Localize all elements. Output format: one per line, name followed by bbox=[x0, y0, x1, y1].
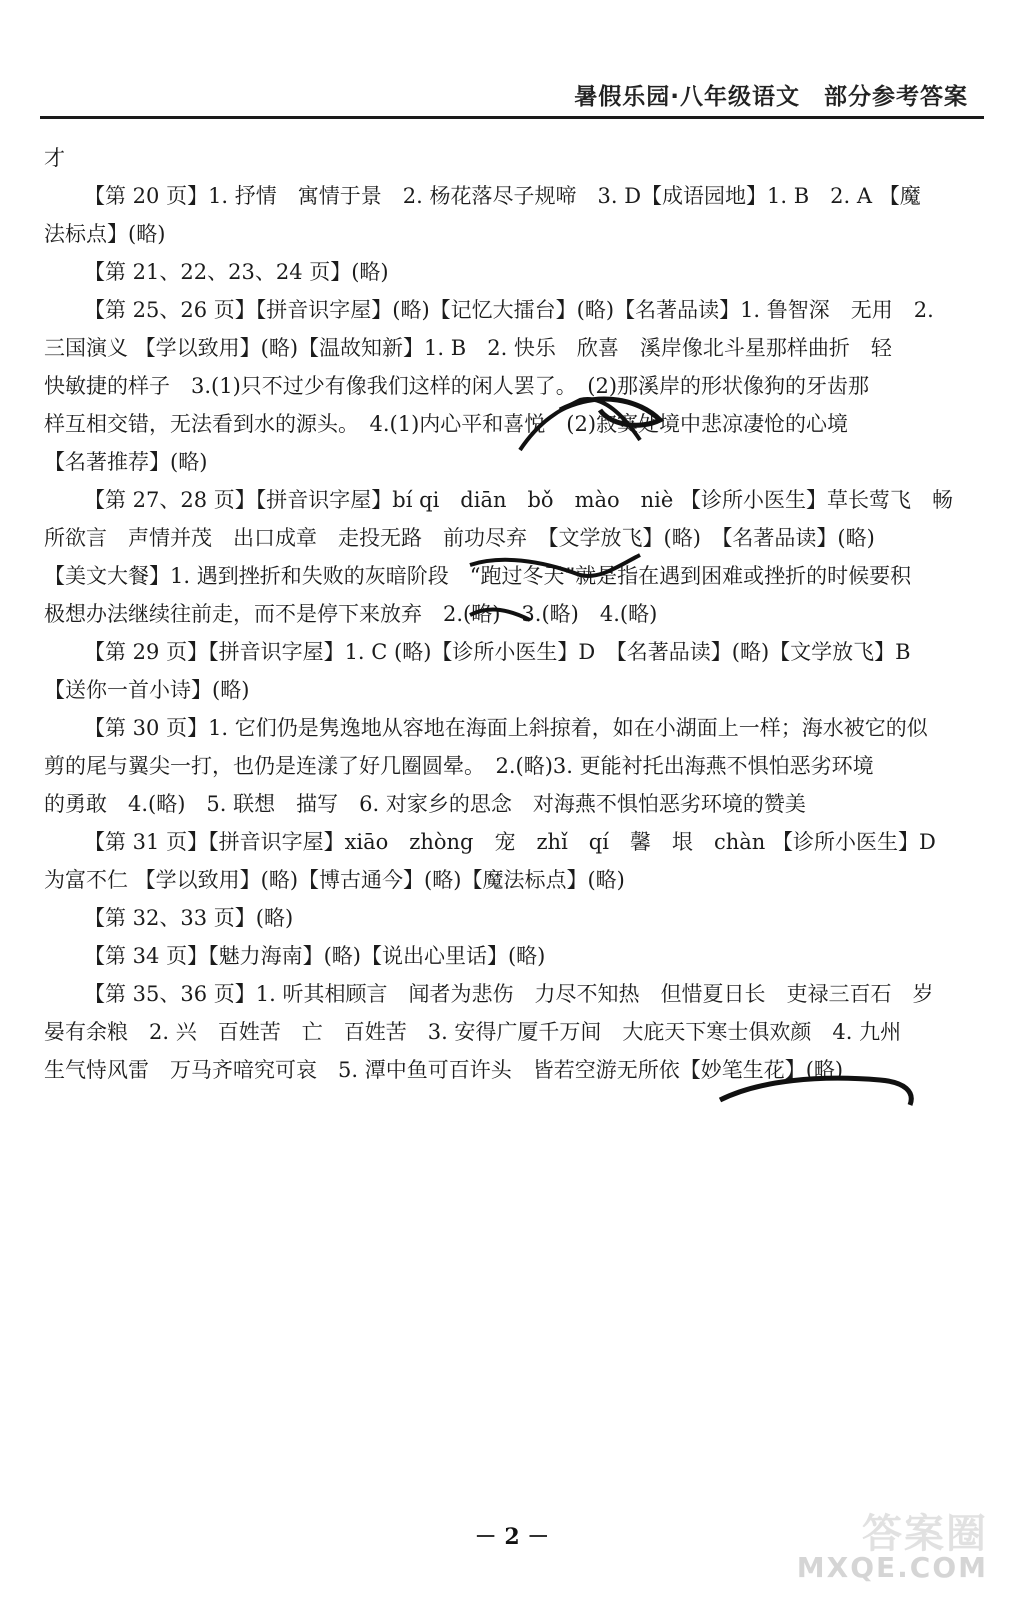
text-line: 【第 34 页】【魅力海南】(略)【说出心里话】(略) bbox=[84, 944, 546, 968]
text-line: 【第 20 页】1. 抒情 寓情于景 2. 杨花落尽子规啼 3. D【成语园地】1. B 2. A 【魔 bbox=[84, 184, 921, 208]
text-line: 法标点】(略) bbox=[44, 222, 166, 246]
text-line: 晏有余粮 2. 兴 百姓苦 亡 百姓苦 3. 安得广厦千万间 大庇天下寒士俱欢颜 4. 九州 bbox=[44, 1020, 902, 1044]
text-line: 【第 25、26 页】【拼音识字屋】(略)【记忆大擂台】(略)【名著品读】1. 鲁智深 无用 2. bbox=[84, 298, 934, 322]
text-line: 样互相交错，无法看到水的源头。 4.(1)内心平和喜悦 (2)寂寞处境中悲凉凄怆的心境 bbox=[44, 412, 849, 436]
text-line: 【美文大餐】1. 遇到挫折和失败的灰暗阶段 “跑过冬天”就是指在遇到困难或挫折的时候要积 bbox=[44, 564, 912, 588]
text-line: 【送你一首小诗】(略) bbox=[44, 678, 250, 702]
page-number: － 2 － bbox=[474, 1524, 550, 1550]
text-line: 剪的尾与翼尖一打，也仍是连漾了好几圈圆晕。 2.(略)3. 更能衬托出海燕不惧怕恶劣环境 bbox=[44, 754, 874, 778]
header-title: 暑假乐园·八年级语文 部分参考答案 bbox=[574, 84, 968, 110]
text-line: 为富不仁 【学以致用】(略)【博古通今】(略)【魔法标点】(略) bbox=[44, 868, 625, 892]
header-rule bbox=[40, 116, 984, 119]
watermark-cn: 答案圈 bbox=[862, 1511, 988, 1557]
text-line: 【第 27、28 页】【拼音识字屋】bí qi diān bǒ mào niè 【诊所小医生】草长莺飞 畅 bbox=[84, 488, 953, 512]
page-header bbox=[40, 78, 984, 112]
text-line: 【第 32、33 页】(略) bbox=[84, 906, 294, 930]
text-line: 【第 31 页】【拼音识字屋】xiāo zhòng 宠 zhǐ qí 馨 垠 chàn 【诊所小医生】D bbox=[84, 830, 936, 854]
text-line: 三国演义 【学以致用】(略)【温故知新】1. B 2. 快乐 欣喜 溪岸像北斗星那样曲折 轻 bbox=[44, 336, 892, 360]
text-line: 才 bbox=[44, 146, 65, 170]
text-line: 的勇敢 4.(略) 5. 联想 描写 6. 对家乡的思念 对海燕不惧怕恶劣环境的赞美 bbox=[44, 792, 806, 816]
text-line: 所欲言 声情并茂 出口成章 走投无路 前功尽弃 【文学放飞】(略) 【名著品读】(略) bbox=[44, 526, 875, 550]
watermark-url: MXQE.COM bbox=[796, 1551, 988, 1584]
text-line: 生气恃风雷 万马齐喑究可哀 5. 潭中鱼可百许头 皆若空游无所依【妙笔生花】(略) bbox=[44, 1058, 844, 1082]
text-line: 极想办法继续往前走，而不是停下来放弃 2.(略) 3.(略) 4.(略) bbox=[44, 602, 658, 626]
text-line: 【第 35、36 页】1. 听其相顾言 闻者为悲伤 力尽不知热 但惜夏日长 吏禄三百石 岁 bbox=[84, 982, 934, 1006]
text-line: 【第 29 页】【拼音识字屋】1. C (略)【诊所小医生】D 【名著品读】(略)【文学放飞】B bbox=[84, 640, 911, 664]
text-line: 【名著推荐】(略) bbox=[44, 450, 208, 474]
text-line: 【第 21、22、23、24 页】(略) bbox=[84, 260, 389, 284]
text-line: 快敏捷的样子 3.(1)只不过少有像我们这样的闲人罢了。 (2)那溪岸的形状像狗的牙齿那 bbox=[44, 374, 870, 398]
watermark-logo bbox=[798, 1502, 988, 1584]
text-line: 【第 30 页】1. 它们仍是隽逸地从容地在海面上斜掠着，如在小湖面上一样；海水被它的似 bbox=[84, 716, 928, 740]
